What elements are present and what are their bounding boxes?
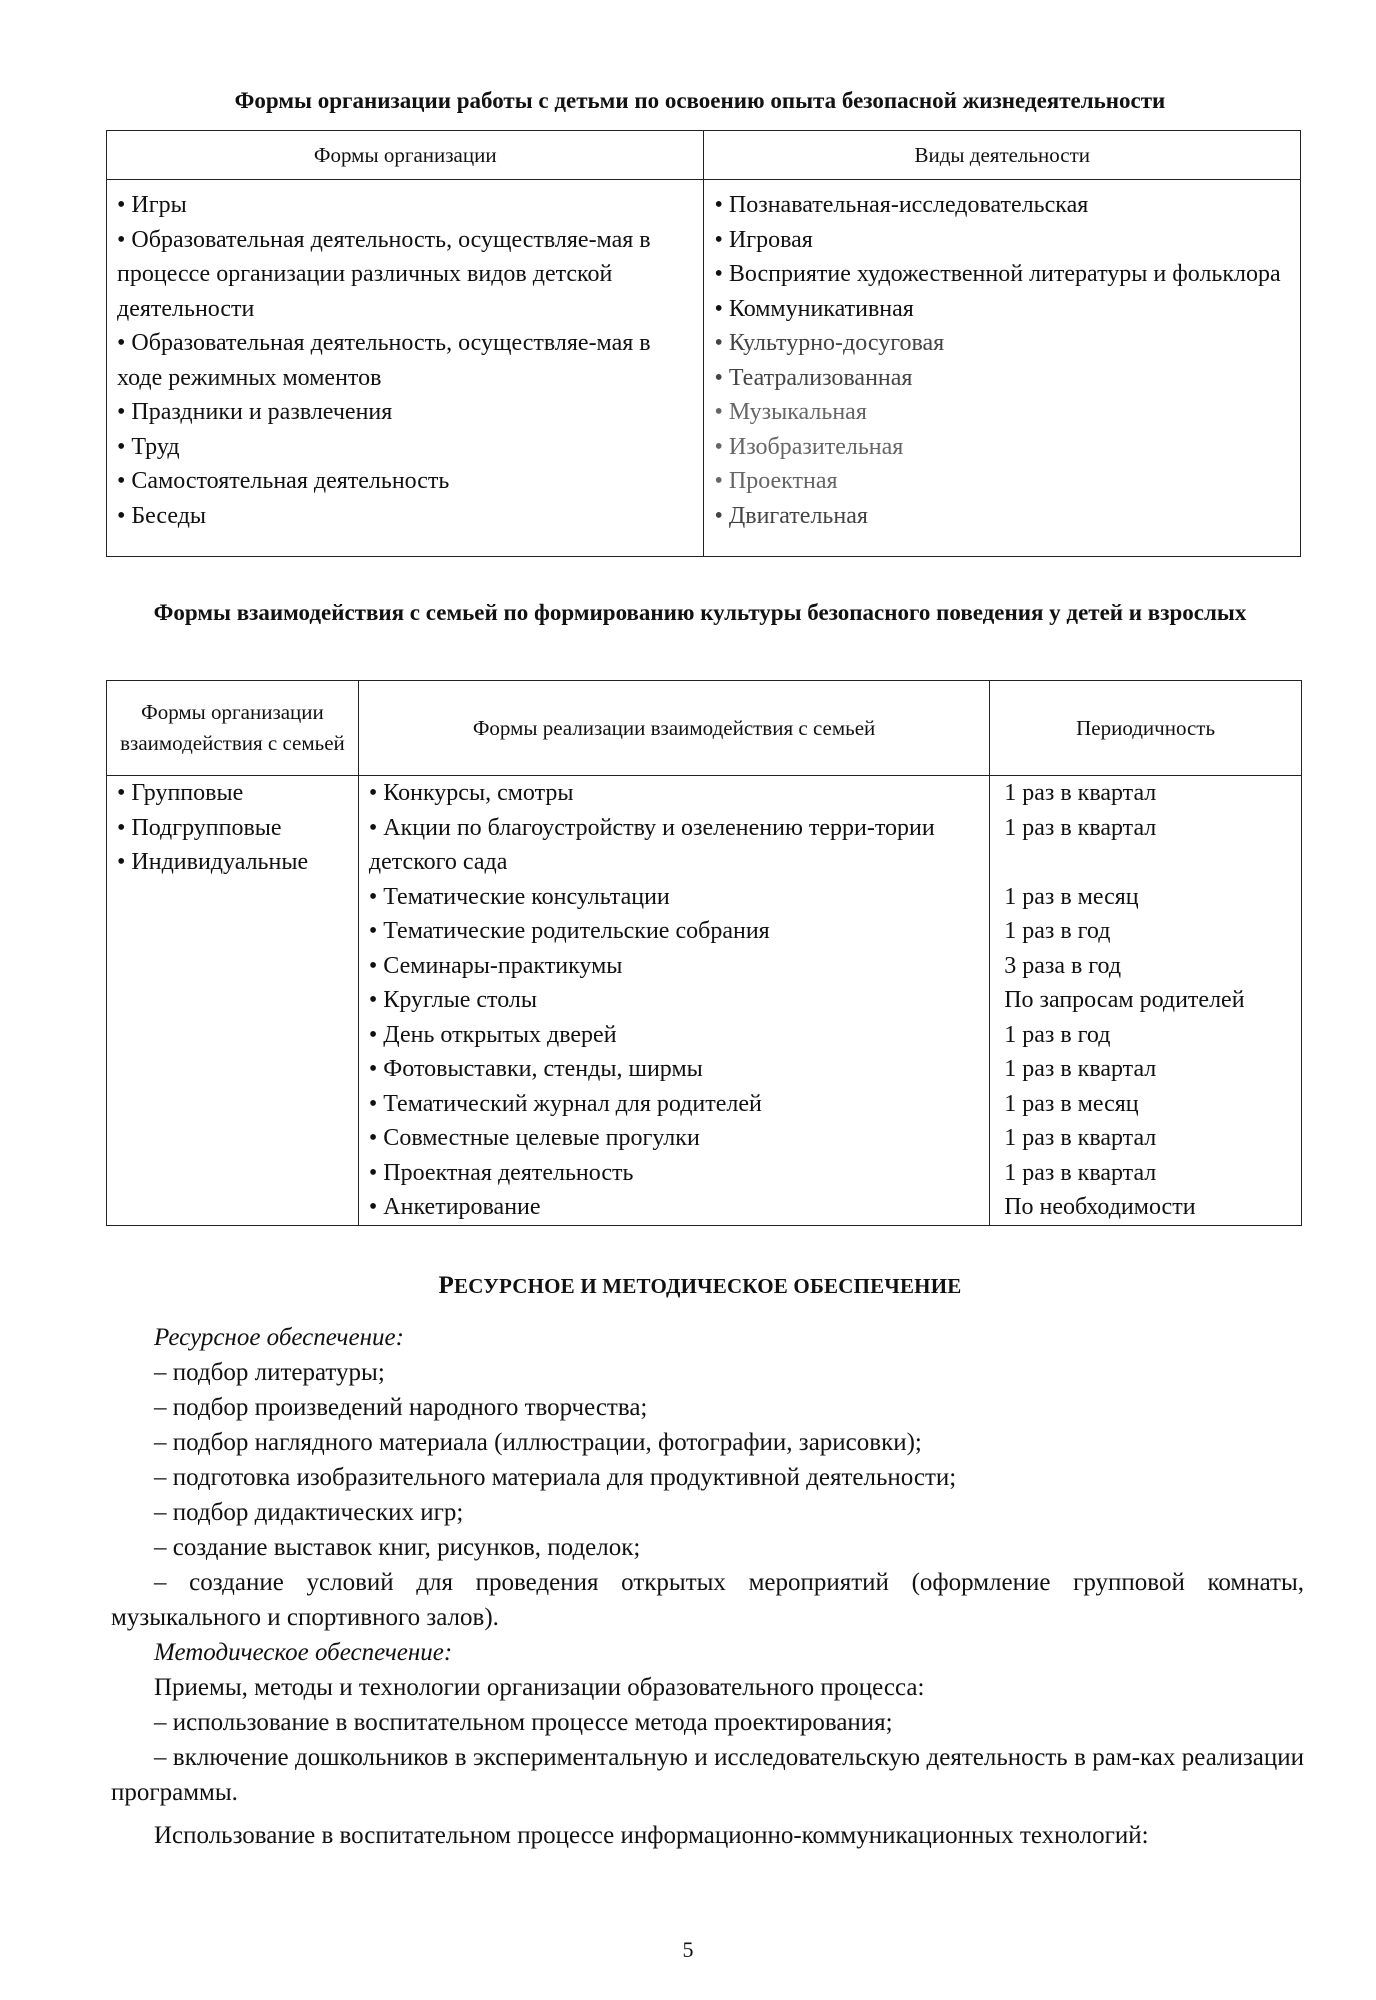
list-item: • Образовательная деятельность, осуществляе-мая в процессе организации различных видов детской деятельности [117, 226, 651, 322]
list-item: • Конкурсы, смотры [368, 780, 574, 806]
list-item: • Анкетирование [368, 1194, 541, 1220]
list-item: • Проектная [714, 468, 838, 494]
table-row [107, 180, 1301, 557]
header-forms: Формы организации [107, 131, 704, 180]
list-item: • Восприятие художественной литературы и фольклора [714, 261, 1281, 287]
header-periodicity: Периодичность [990, 681, 1302, 776]
list-item: 1 раз в квартал [1004, 1159, 1157, 1186]
activities-cell [704, 180, 1301, 557]
realization-forms-list [359, 776, 989, 1225]
list-item: • Познавательная-исследовательская [714, 192, 1089, 218]
list-item: 1 раз в месяц [1004, 883, 1139, 910]
org-forms-cell [107, 776, 359, 1226]
list-item: • Праздники и развлечения [117, 399, 393, 425]
list-item: • День открытых дверей [368, 1021, 617, 1048]
list-item: 1 раз в квартал [1004, 1056, 1157, 1082]
list-item: • Подгрупповые [117, 814, 282, 841]
table-header-row [107, 681, 1302, 776]
table1-title: Формы организации работы с детьми по освоению опыта безопасной жизнедеятельности [234, 88, 1166, 113]
list-item: • Образовательная деятельность, осуществляе-мая в ходе режимных моментов [117, 330, 651, 391]
list-item: 1 раз в квартал [1004, 814, 1157, 841]
org-forms-list [107, 776, 358, 880]
list-item: • Тематические родительские собрания [368, 918, 770, 944]
list-item: • Фотовыставки, стенды, ширмы [368, 1056, 703, 1082]
work-forms-table [106, 130, 1301, 557]
resource-title: Ресурсное обеспечение: [154, 1324, 404, 1351]
header-activities: Виды деятельности [704, 131, 1301, 180]
list-item-spacer [990, 845, 1301, 880]
list-item: • Индивидуальные [117, 849, 309, 875]
section-heading [100, 1270, 1300, 1302]
list-item: • Игровая [714, 226, 813, 253]
list-item: 1 раз в месяц [1004, 1090, 1139, 1117]
list-item: По необходимости [1004, 1194, 1196, 1220]
section-body [111, 1320, 1304, 1853]
resource-item: – подбор дидактических игр; [154, 1499, 464, 1526]
list-item: • Музыкальная [714, 399, 867, 425]
forms-cell [107, 180, 704, 557]
list-item: • Совместные целевые прогулки [368, 1125, 700, 1151]
resource-item: – создание выставок книг, рисунков, поделок; [154, 1534, 641, 1561]
table-header-row [107, 131, 1301, 180]
list-item: • Тематические консультации [368, 883, 670, 910]
periodicity-cell [990, 776, 1302, 1226]
table-row [107, 776, 1302, 1226]
resource-item: – подготовка изобразительного материала для продуктивной деятельности; [154, 1464, 957, 1491]
list-item: • Игры [117, 192, 187, 218]
last-paragraph: Использование в воспитательном процессе информационно-коммуникационных технологий: [154, 1822, 1149, 1849]
list-item: • Коммуникативная [714, 295, 914, 322]
resource-item: – подбор произведений народного творчества; [154, 1394, 648, 1421]
method-title: Методическое обеспечение: [154, 1639, 453, 1666]
list-item: • Проектная деятельность [368, 1159, 634, 1186]
list-item: • Беседы [117, 502, 207, 529]
family-forms-table [106, 680, 1302, 1226]
header-org-forms: Формы организации взаимодействия с семьей [107, 681, 359, 776]
realization-forms-cell [358, 776, 989, 1226]
list-item: 1 раз в год [1004, 918, 1111, 944]
list-item: • Самостоятельная деятельность [117, 468, 450, 494]
method-item: – использование в воспитательном процессе метода проектирования; [154, 1709, 893, 1736]
list-item: • Тематический журнал для родителей [368, 1090, 762, 1117]
list-item: • Семинары-практикумы [368, 952, 623, 979]
section-heading-rest: ЕСУРСНОЕ И МЕТОДИЧЕСКОЕ ОБЕСПЕЧЕНИЕ [454, 1274, 962, 1298]
method-intro: Приемы, методы и технологии организации образовательного процесса: [154, 1674, 925, 1701]
section-heading-cap: Р [438, 1272, 455, 1299]
periodicity-list [990, 776, 1301, 1225]
resource-item: – подбор наглядного материала (иллюстрации, фотографии, зарисовки); [154, 1429, 922, 1456]
list-item: 3 раза в год [1004, 952, 1122, 979]
header-realization-forms: Формы реализации взаимодействия с семьей [358, 681, 989, 776]
list-item: • Театрализованная [714, 364, 913, 391]
list-item: • Групповые [117, 780, 244, 806]
list-item: • Акции по благоустройству и озеленению терри-тории детского сада [368, 814, 935, 875]
list-item: • Изобразительная [714, 433, 904, 460]
forms-list [107, 188, 703, 533]
resource-item: – создание условий для проведения открытых мероприятий (оформление групповой комнаты, музыкального и спортивного залов). [111, 1569, 1304, 1631]
resource-item: – подбор литературы; [154, 1359, 385, 1386]
activities-list [704, 188, 1300, 533]
table2-title: Формы взаимодействия с семьей по формированию культуры безопасного поведения у детей и взрослых [153, 600, 1247, 625]
page-number: 5 [682, 1937, 694, 1962]
list-item: По запросам родителей [1004, 987, 1245, 1013]
list-item: • Двигательная [714, 502, 868, 529]
list-item: • Круглые столы [368, 987, 537, 1013]
method-item: – включение дошкольников в экспериментальную и исследовательскую деятельность в рам-ках реализации программы. [111, 1744, 1304, 1806]
list-item: • Труд [117, 433, 180, 460]
list-item: • Культурно-досуговая [714, 330, 945, 356]
list-item: 1 раз в квартал [1004, 780, 1157, 806]
list-item: 1 раз в квартал [1004, 1125, 1157, 1151]
list-item: 1 раз в год [1004, 1021, 1111, 1048]
